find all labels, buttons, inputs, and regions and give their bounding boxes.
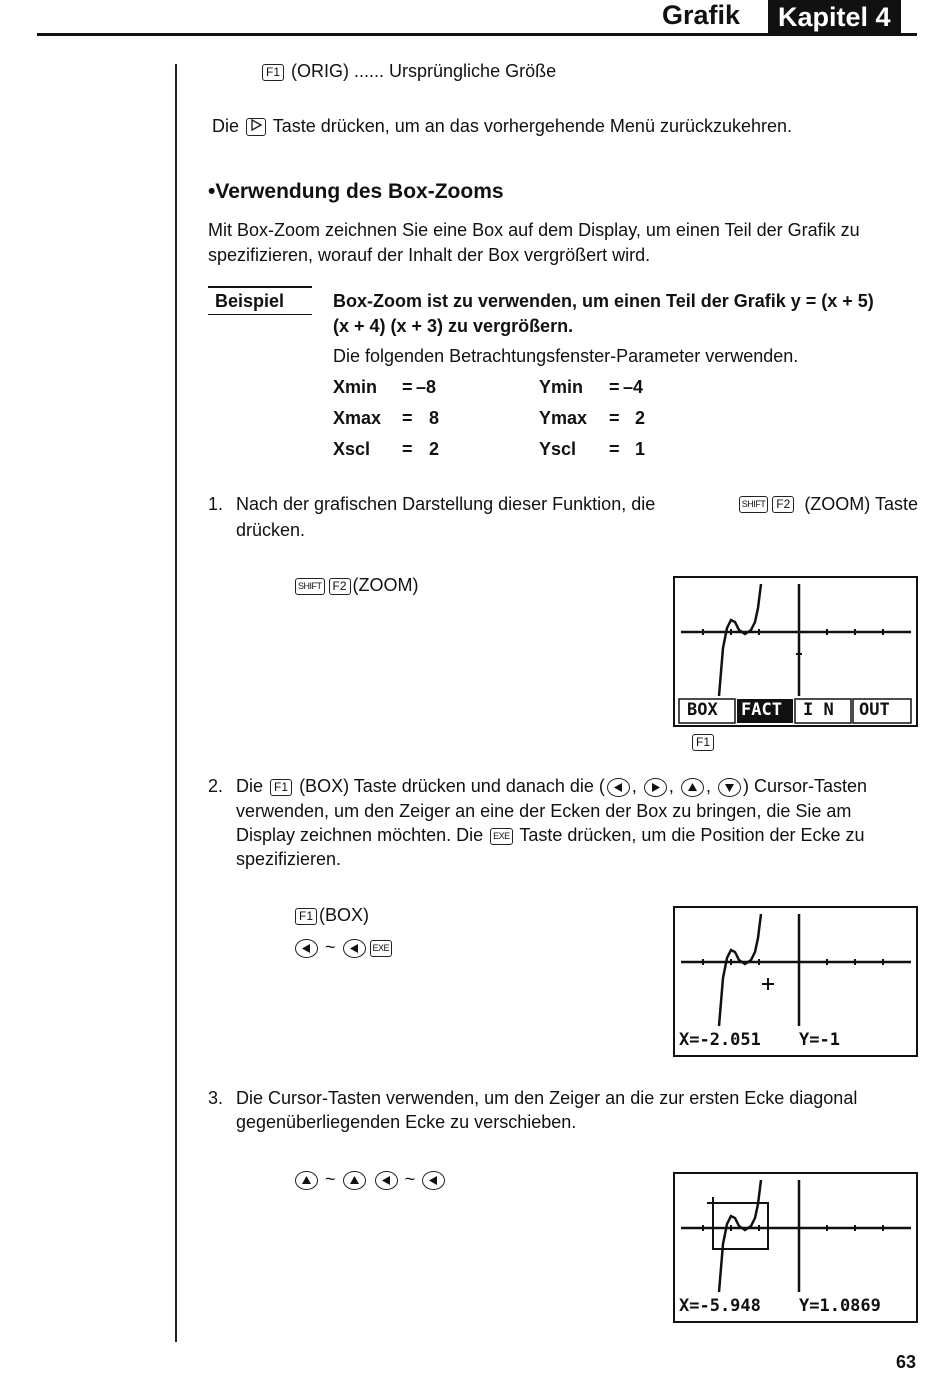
- example-line-1: Box-Zoom ist zu verwenden, um einen Teil der Grafik y = (x + 5): [333, 291, 874, 311]
- step1-number: 1.: [208, 494, 224, 514]
- param-xmin-val: –8: [416, 377, 437, 397]
- step2-line-2: verwenden, um den Zeiger an eine der Ecken der Box zu bringen, die Sie am: [236, 801, 852, 821]
- screen3-x-readout: X=-5.948: [679, 1296, 761, 1316]
- cursor-up-icon: [295, 1171, 318, 1190]
- step1-line-2: drücken.: [236, 520, 306, 540]
- f1-key-icon: F1: [270, 779, 292, 796]
- param-ymax-eq: =: [609, 408, 620, 428]
- cursor-up-icon: [343, 1171, 366, 1190]
- cursor-up-icon: [681, 778, 704, 797]
- tilde: ~: [404, 1169, 416, 1189]
- zoom-label: (ZOOM): [352, 575, 419, 595]
- margin-rule: [175, 64, 177, 1342]
- param-xscl-val: 2: [429, 439, 440, 459]
- back-line: [212, 114, 792, 139]
- header-rule: [37, 33, 917, 36]
- param-ymax-name: Ymax: [539, 408, 588, 428]
- intro-line-2: spezifizieren, worauf der Inhalt der Box vergrößert wird.: [208, 245, 651, 265]
- tilde: ~: [325, 937, 336, 957]
- step2-line-4: spezifizieren.: [236, 849, 342, 869]
- screen-menu-fact: FACT: [741, 700, 782, 720]
- screen-menu-box: BOX: [687, 700, 718, 720]
- calculator-screen-2: [673, 906, 918, 1057]
- tilde: ~: [325, 1169, 336, 1189]
- param-xscl-eq: =: [402, 439, 413, 459]
- param-xmax-val: 8: [429, 408, 440, 428]
- param-yscl-name: Yscl: [539, 439, 577, 459]
- step3-keys: [293, 1167, 447, 1192]
- screen2-x-readout: X=-2.051: [679, 1030, 761, 1050]
- calculator-screen-3: [673, 1172, 918, 1323]
- param-xscl-name: Xscl: [333, 439, 371, 459]
- cursor-left-icon: [422, 1171, 445, 1190]
- calculator-screen-1: [673, 576, 918, 727]
- section-title: •Verwendung des Box-Zooms: [208, 180, 504, 203]
- exe-key-icon: EXE: [490, 828, 513, 845]
- shift-key-icon: SHIFT: [739, 496, 769, 513]
- shift-key-icon: SHIFT: [295, 578, 325, 595]
- step3-number: 3.: [208, 1088, 224, 1108]
- step3-line-1: Die Cursor-Tasten verwenden, um den Zeiger an die zur ersten Ecke diagonal: [236, 1088, 858, 1108]
- right-triangle-key-icon: [246, 118, 266, 136]
- step1-line-1: [236, 492, 918, 517]
- step2-line1-post: ) Cursor-Tasten: [742, 776, 867, 796]
- f1-key-icon: F1: [262, 64, 284, 81]
- step1-line1-post: (ZOOM) Taste: [804, 494, 918, 514]
- exe-key-icon: EXE: [370, 940, 393, 957]
- step2-keys-line-1: [293, 903, 369, 928]
- param-xmin-name: Xmin: [333, 377, 378, 397]
- step1-keys: [293, 573, 419, 598]
- f2-key-icon: F2: [772, 496, 794, 513]
- f1-key-icon: F1: [692, 734, 714, 751]
- step2-line3-pre: Display zeichnen möchten. Die: [236, 825, 484, 845]
- example-label-top-rule: [208, 286, 312, 288]
- example-line-3: Die folgenden Betrachtungsfenster-Parameter verwenden.: [333, 346, 799, 366]
- step2-number: 2.: [208, 776, 224, 796]
- f1-key-icon: F1: [295, 908, 317, 925]
- cursor-left-icon: [375, 1171, 398, 1190]
- screen-menu-in: I N: [803, 700, 834, 720]
- cursor-right-icon: [644, 778, 667, 797]
- step2-line1-mid: (BOX) Taste drücken und danach die (: [299, 776, 605, 796]
- step2-line1-pre: Die: [236, 776, 264, 796]
- param-yscl-val: 1: [635, 439, 646, 459]
- step1-line1-pre: Nach der grafischen Darstellung dieser Funktion, die: [236, 494, 656, 514]
- param-yscl-eq: =: [609, 439, 620, 459]
- cursor-left-icon: [343, 939, 366, 958]
- param-xmax-name: Xmax: [333, 408, 382, 428]
- intro-line-1: Mit Box-Zoom zeichnen Sie eine Box auf dem Display, um einen Teil der Grafik zu: [208, 220, 860, 240]
- step2-keys-line-2: [293, 935, 394, 960]
- step2-line-3: [236, 823, 865, 848]
- cursor-left-icon: [607, 778, 630, 797]
- screen2-y-readout: Y=-1: [799, 1030, 840, 1050]
- step2-line3-post: Taste drücken, um die Position der Ecke zu: [519, 825, 865, 845]
- back-post: Taste drücken, um an das vorhergehende Menü zurückzukehren.: [272, 116, 793, 136]
- step3-line-2: gegenüberliegenden Ecke zu verschieben.: [236, 1112, 577, 1132]
- header-chapter-badge: Kapitel 4: [768, 0, 901, 34]
- param-ymax-val: 2: [635, 408, 646, 428]
- example-line-2: (x + 4) (x + 3) zu vergrößern.: [333, 316, 574, 336]
- box-label: (BOX): [319, 905, 370, 925]
- cursor-left-icon: [295, 939, 318, 958]
- param-ymin-name: Ymin: [539, 377, 584, 397]
- back-pre: Die: [212, 116, 240, 136]
- orig-line: [260, 59, 556, 84]
- param-ymin-eq: =: [609, 377, 620, 397]
- step1-line1-keys: [737, 492, 918, 517]
- header-section-title: Grafik: [662, 0, 741, 30]
- example-label: Beispiel: [215, 291, 285, 311]
- param-xmin-eq: =: [402, 377, 413, 397]
- screen3-y-readout: Y=1.0869: [799, 1296, 881, 1316]
- f2-key-icon: F2: [329, 578, 351, 595]
- orig-text: (ORIG) ...... Ursprüngliche Größe: [291, 61, 557, 81]
- example-label-bottom-rule: [208, 314, 312, 315]
- page-number: 63: [896, 1352, 917, 1372]
- screen-menu-out: OUT: [859, 700, 890, 720]
- screen1-f1-key: [690, 734, 716, 752]
- cursor-down-icon: [718, 778, 741, 797]
- param-xmax-eq: =: [402, 408, 413, 428]
- param-ymin-val: –4: [623, 377, 644, 397]
- step2-line-1: Die F1 (BOX) Taste drücken und danach die ( , , , ) Cursor-Tasten: [236, 776, 867, 796]
